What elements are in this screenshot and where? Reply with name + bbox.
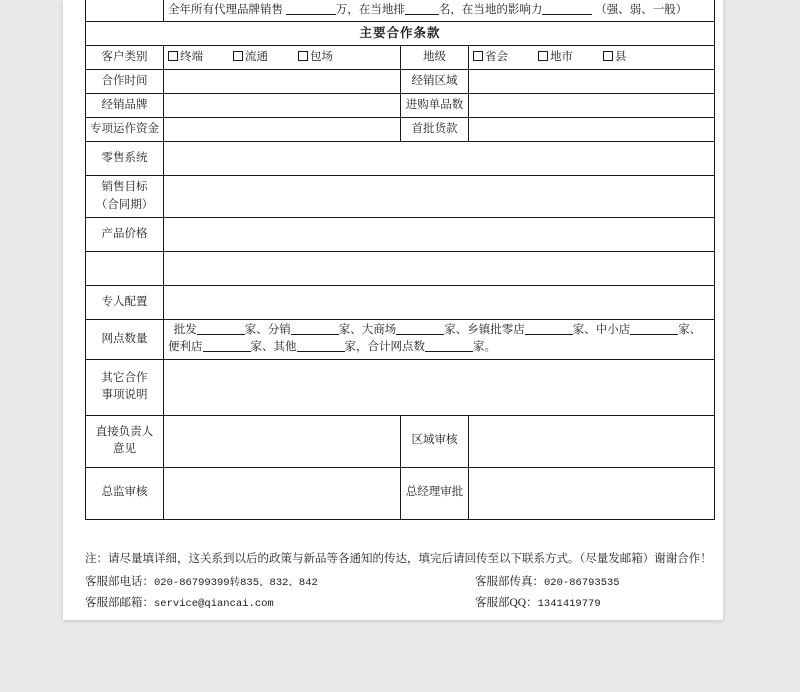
footer-fax-line: [475, 573, 620, 589]
checkbox-label-county: 县: [615, 50, 627, 63]
distributed-brand-value[interactable]: [164, 94, 401, 118]
table-row-section-title: [86, 22, 715, 46]
table-row-distributed-brand: [86, 94, 715, 118]
table-row-sales-target: [86, 176, 715, 218]
other-cooperation-value[interactable]: [164, 359, 715, 415]
checkbox-icon[interactable]: [473, 51, 483, 61]
outlet-label-township: 家、乡镇批零店: [444, 324, 525, 336]
cooperation-form-table: [85, 0, 715, 520]
distributed-brand-label: 经销品牌: [86, 94, 164, 118]
outlet-count-label: 网点数量: [86, 320, 164, 360]
table-row-blank: [86, 252, 715, 286]
outlet-blank-distribution[interactable]: [291, 323, 339, 335]
other-cooperation-label-line2: 事项说明: [101, 389, 148, 401]
annual-sales-prefix: 全年所有代理品牌销售: [168, 4, 283, 16]
footer-contact-block: [85, 550, 710, 611]
annual-sales-amount-blank[interactable]: [286, 3, 336, 15]
footer-qq-label: 客服部QQ：: [475, 597, 538, 609]
footer-contacts-left: [85, 573, 318, 615]
table-row-annual-sales: [86, 0, 715, 22]
retail-system-label: 零售系统: [86, 142, 164, 176]
annual-sales-influence-blank[interactable]: [542, 3, 592, 15]
checkbox-label-venue: 包场: [310, 50, 333, 63]
checkbox-icon[interactable]: [603, 51, 613, 61]
direct-manager-label-line1: 直接负责人: [95, 425, 154, 438]
customer-type-options: [164, 46, 401, 70]
outlet-label-convenience: 便利店: [168, 341, 203, 354]
table-row-director-review: [86, 467, 715, 519]
annual-sales-unit1: 万，在当地排: [335, 4, 405, 16]
outlet-label-mall: 家、大商场: [338, 324, 397, 336]
checkbox-icon[interactable]: [538, 51, 548, 61]
general-manager-approval-label: 总经理审批: [401, 467, 469, 519]
footer-fax-value: 020-86793535: [544, 577, 620, 589]
checkbox-label-provincial-capital: 省会: [485, 50, 508, 63]
other-cooperation-label-line1: 其它合作: [101, 371, 148, 384]
outlet-label-other: 家、其他: [250, 341, 297, 354]
cooperation-time-value[interactable]: [164, 70, 401, 94]
table-row-other-cooperation: [86, 359, 715, 415]
checkbox-group-circulation[interactable]: [233, 49, 268, 66]
footer-contacts-right: [475, 573, 620, 615]
director-review-label: 总监审核: [86, 467, 164, 519]
product-price-label: 产品价格: [86, 218, 164, 252]
footer-phone-line: [85, 573, 318, 589]
section-title: 主要合作条款: [86, 22, 715, 46]
sales-target-label-line2: （合同期）: [95, 198, 154, 211]
checkbox-label-terminal: 终端: [180, 50, 203, 63]
footer-contacts: [85, 573, 710, 611]
checkbox-group-terminal[interactable]: [168, 49, 203, 66]
direct-manager-value[interactable]: [164, 415, 401, 467]
footer-qq-line: [475, 594, 620, 610]
distribution-area-value[interactable]: [469, 70, 715, 94]
annual-sales-rank-blank[interactable]: [405, 3, 439, 15]
blank-row-label[interactable]: [86, 252, 164, 286]
annual-sales-suffix: （强、弱、一般）: [595, 4, 688, 16]
cooperation-time-label: 合作时间: [86, 70, 164, 94]
blank-row-value[interactable]: [164, 252, 715, 286]
checkbox-icon[interactable]: [233, 51, 243, 61]
outlet-label-total: 家，合计网点数: [344, 341, 425, 354]
footer-email-line: [85, 594, 318, 610]
checkbox-group-prefecture-city[interactable]: [538, 49, 573, 66]
director-review-value[interactable]: [164, 467, 401, 519]
purchased-sku-count-label: 进购单品数: [401, 94, 469, 118]
table-row-retail-system: [86, 142, 715, 176]
general-manager-approval-value[interactable]: [469, 467, 715, 519]
document-page: [63, 0, 723, 620]
sales-target-label: [86, 176, 164, 218]
dedicated-staff-label: 专人配置: [86, 286, 164, 320]
city-level-label: 地级: [401, 46, 469, 70]
regional-review-value[interactable]: [469, 415, 715, 467]
table-row-dedicated-staff: [86, 286, 715, 320]
outlet-count-statement: [164, 320, 715, 360]
outlet-blank-wholesale[interactable]: [197, 323, 245, 335]
checkbox-label-prefecture-city: 地市: [550, 50, 573, 63]
first-payment-value[interactable]: [469, 118, 715, 142]
outlet-blank-small-store[interactable]: [630, 323, 678, 335]
table-row-product-price: [86, 218, 715, 252]
regional-review-label: 区域审核: [401, 415, 469, 467]
footer-phone-label: 客服部电话：: [85, 576, 154, 588]
outlet-label-wholesale: 批发: [173, 324, 197, 336]
direct-manager-label: [86, 415, 164, 467]
checkbox-group-venue[interactable]: [298, 49, 333, 66]
table-row-direct-manager-opinion: [86, 415, 715, 467]
sales-target-label-line1: 销售目标: [101, 181, 148, 194]
outlet-blank-township[interactable]: [525, 323, 573, 335]
outlet-label-small-store: 家、中小店: [572, 324, 631, 336]
footer-note: 注：请尽量填详细，这关系到以后的政策与新品等各通知的传达，填完后请回传至以下联系方式。（尽量发邮箱）谢谢合作！: [85, 553, 712, 565]
purchased-sku-count-value[interactable]: [469, 94, 715, 118]
outlet-blank-total[interactable]: [425, 340, 473, 352]
checkbox-icon[interactable]: [298, 51, 308, 61]
direct-manager-label-line2: 意见: [113, 443, 136, 455]
sales-target-value[interactable]: [164, 176, 715, 218]
customer-type-label: 客户类别: [86, 46, 164, 70]
footer-fax-label: 客服部传真：: [475, 576, 544, 588]
checkbox-group-county[interactable]: [603, 49, 627, 66]
footer-email-label: 客服部邮箱：: [85, 597, 154, 609]
city-level-options: [469, 46, 715, 70]
outlet-label-suffix1: 家、: [678, 324, 702, 336]
checkbox-group-provincial-capital[interactable]: [473, 49, 508, 66]
table-row-customer-type: [86, 46, 715, 70]
distribution-area-label: 经销区域: [401, 70, 469, 94]
outlet-line-2: [168, 339, 710, 356]
retail-system-value[interactable]: [164, 142, 715, 176]
footer-email-value[interactable]: service@qiancai.com: [154, 598, 274, 610]
outlet-blank-mall[interactable]: [396, 323, 444, 335]
annual-sales-label-blank: [86, 0, 164, 22]
footer-phone-value: 020-86799399转835、832、842: [154, 577, 318, 589]
outlet-blank-convenience[interactable]: [203, 340, 251, 352]
other-cooperation-label: [86, 359, 164, 415]
checkbox-label-circulation: 流通: [245, 50, 268, 63]
dedicated-staff-value[interactable]: [164, 286, 715, 320]
special-fund-value[interactable]: [164, 118, 401, 142]
table-row-special-fund: [86, 118, 715, 142]
annual-sales-unit2: 名，在当地的影响力: [438, 4, 543, 16]
product-price-value[interactable]: [164, 218, 715, 252]
footer-qq-value: 1341419779: [537, 598, 601, 610]
outlet-line-1: [168, 322, 710, 339]
checkbox-icon[interactable]: [168, 51, 178, 61]
form-sheet: [85, 0, 714, 520]
annual-sales-statement: [164, 0, 715, 22]
first-payment-label: 首批货款: [401, 118, 469, 142]
outlet-label-distribution: 家、分销: [244, 324, 291, 336]
outlet-blank-other[interactable]: [297, 340, 345, 352]
table-row-cooperation-time: [86, 70, 715, 94]
table-row-outlet-count: [86, 320, 715, 360]
outlet-label-suffix2: 家。: [473, 341, 496, 354]
special-fund-label: 专项运作资金: [86, 118, 164, 142]
